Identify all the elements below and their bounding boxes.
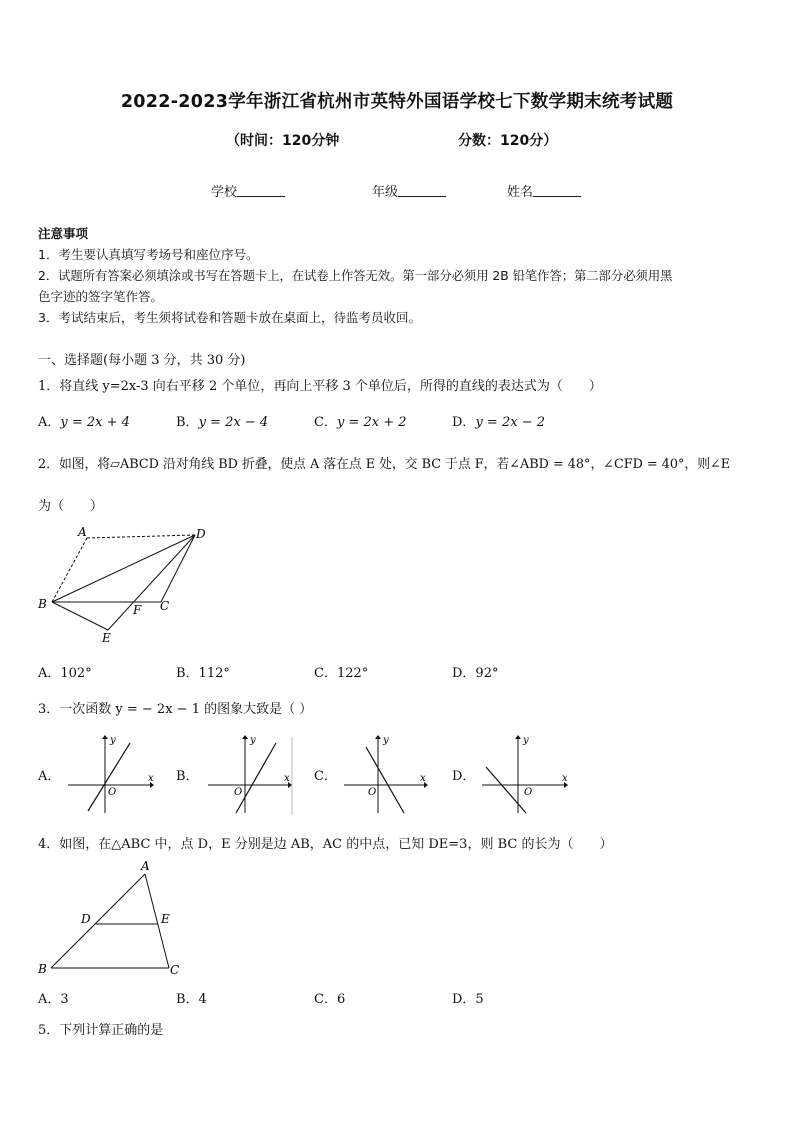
q1-option-d[interactable]: D．y = 2x − 2 (452, 415, 545, 430)
axis-y: y (523, 735, 529, 746)
label-e: E (102, 631, 111, 645)
label-c: C (160, 599, 170, 613)
question-3-text: 3．一次函数 y = − 2x − 1 的图象大致是（ ） (38, 702, 313, 717)
q3-option-a[interactable]: A． (38, 769, 61, 784)
axis-x: x (148, 773, 154, 784)
origin: O (234, 787, 243, 798)
question-1-text: 1．将直线 y=2x-3 向右平移 2 个单位，再向上平移 3 个单位后，所得的直线的表达式为（ ） (38, 379, 602, 394)
q3-option-d[interactable]: D． (452, 769, 476, 784)
label-d: D (196, 527, 206, 541)
grade-field (372, 181, 446, 200)
q3-graph-b[interactable] (204, 733, 296, 815)
origin: O (108, 787, 117, 798)
question-2-text: 2．如图，将▱ABCD 沿对角线 BD 折叠，使点 A 落在点 E 处，交 BC 于点 F，若∠ABD = 48°，∠CFD = 40°，则∠E (38, 457, 731, 472)
notice-item: 3．考试结束后，考生须将试卷和答题卡放在桌面上，待监考员收回。 (38, 310, 421, 325)
question-4-text: 4．如图，在△ABC 中，点 D，E 分别是边 AB，AC 的中点，已知 DE=3，则 BC 的长为（ ） (38, 837, 613, 852)
label-a: A (141, 859, 150, 873)
notice-heading: 注意事项 (38, 226, 89, 241)
label-b: B (38, 597, 47, 611)
school-blank (237, 184, 285, 197)
notice-item: 2．试题所有答案必须填涂或书写在答题卡上，在试卷上作答无效。第一部分必须用 2B 铅笔作答；第二部分必须用黑 (38, 269, 673, 283)
q3-graph-a[interactable] (64, 733, 156, 815)
label-e: E (161, 912, 170, 926)
q1-option-c[interactable]: C．y = 2x + 2 (314, 415, 407, 430)
exam-time: （时间：120分钟 (226, 133, 340, 149)
q1-option-b[interactable]: B．y = 2x − 4 (176, 415, 269, 430)
section-heading: 一、选择题(每小题 3 分，共 30 分) (38, 353, 246, 368)
label-b: B (38, 962, 47, 976)
question-5-text: 5．下列计算正确的是 (38, 1023, 164, 1038)
origin: O (368, 787, 377, 798)
grade-blank (398, 184, 446, 197)
q4-triangle-figure (30, 856, 200, 980)
q3-graph-d[interactable] (478, 733, 574, 815)
notice-item: 1．考生要认真填写考场号和座位序号。 (38, 247, 259, 262)
axis-y: y (383, 735, 389, 746)
exam-score: 分数：120分） (458, 133, 558, 149)
axis-x: x (420, 773, 426, 784)
axis-x: x (284, 773, 290, 784)
q4-option-c[interactable]: C．6 (314, 992, 346, 1007)
label-c: C (170, 963, 180, 977)
q2-parallelogram-figure (30, 520, 220, 650)
axis-y: y (110, 735, 116, 746)
q4-option-d[interactable]: D．5 (452, 992, 484, 1007)
q1-option-a[interactable]: A．y = 2x + 4 (38, 415, 130, 430)
q2-option-a[interactable]: A．102° (38, 666, 92, 681)
axis-x: x (562, 773, 568, 784)
axis-y: y (250, 735, 256, 746)
name-field (507, 181, 581, 200)
q3-option-c[interactable]: C． (314, 769, 337, 784)
q2-option-d[interactable]: D．92° (452, 666, 499, 681)
school-field (211, 181, 285, 200)
q3-option-b[interactable]: B． (176, 769, 199, 784)
label-f: F (133, 603, 142, 617)
label-a: A (78, 525, 87, 539)
label-d: D (81, 912, 91, 926)
name-label: 姓名 (507, 185, 534, 200)
q2-option-b[interactable]: B．112° (176, 666, 230, 681)
origin: O (524, 787, 533, 798)
notice-item: 色字迹的签字笔作答。 (38, 289, 164, 304)
exam-title: 2022-2023学年浙江省杭州市英特外国语学校七下数学期末统考试题 (120, 92, 674, 112)
grade-label: 年级 (372, 185, 399, 200)
q4-option-a[interactable]: A．3 (38, 992, 69, 1007)
school-label: 学校 (211, 185, 238, 200)
q2-option-c[interactable]: C．122° (314, 666, 369, 681)
q4-option-b[interactable]: B．4 (176, 992, 207, 1007)
q3-graph-c[interactable] (340, 733, 432, 815)
question-2-text-cont: 为（ ） (38, 499, 104, 514)
name-blank (533, 184, 581, 197)
